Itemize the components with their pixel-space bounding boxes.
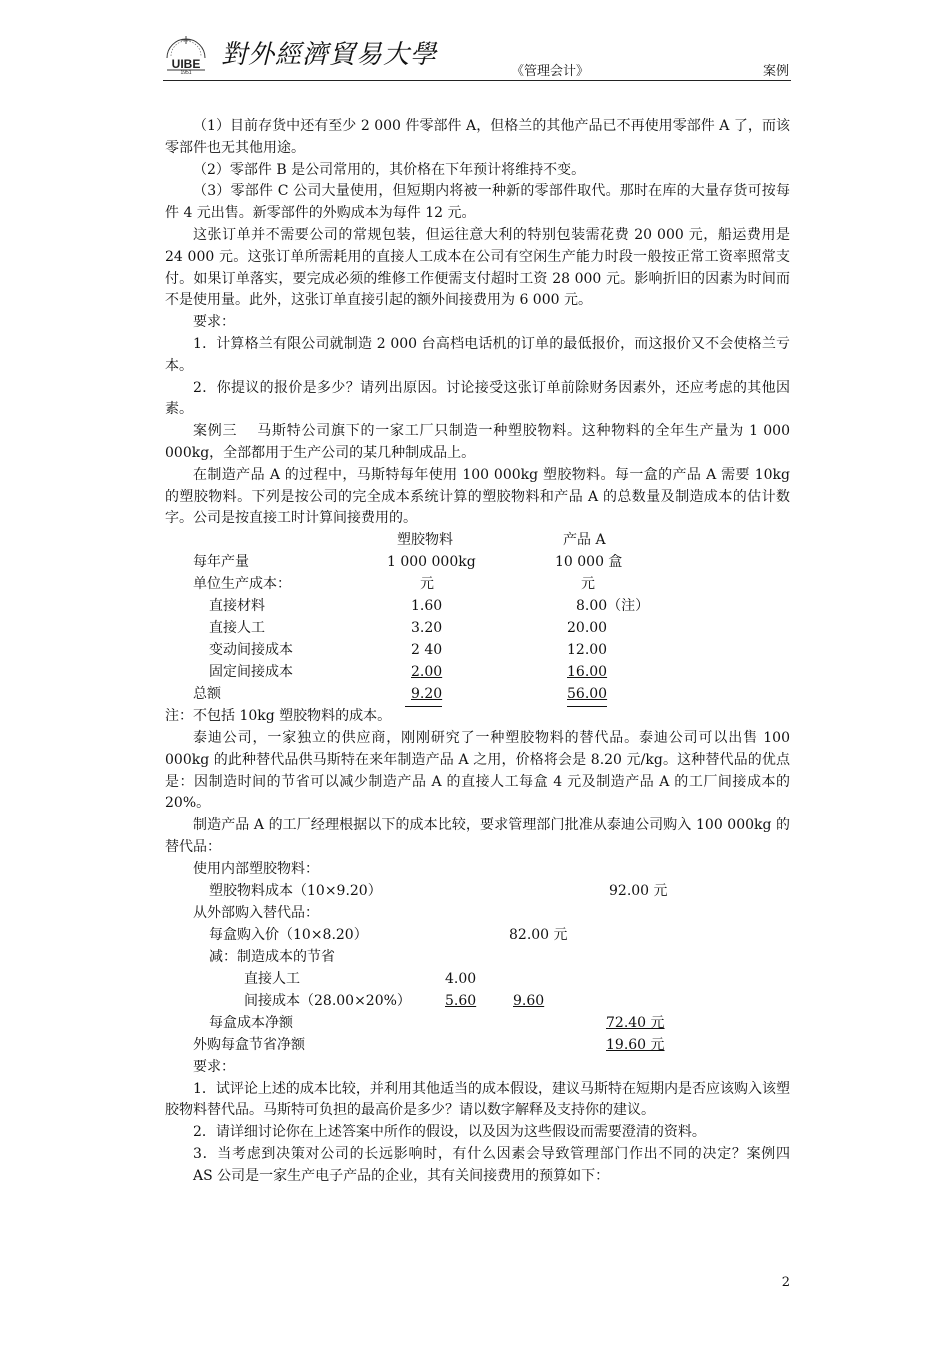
table-row: 每年产量 1 000 000kg 10 000 盒 [193, 554, 623, 571]
page-number: 2 [781, 1275, 790, 1290]
paragraph: 3．当考虑到决策对公司的长远影响时，有什么因素会导致管理部门作出不同的决定？案例四 AS 公司是一家生产电子产品的企业，其有关间接费用的预算如下： [193, 1145, 809, 1184]
table-row: 变动间接成本 2 40 12.00 [209, 642, 608, 659]
table-row: 单位生产成本： 元 元 [193, 576, 595, 593]
document-body [165, 116, 809, 1188]
table-col-header: 产品 A [563, 532, 606, 549]
table-row: 直接人工 3.20 20.00 [209, 620, 608, 637]
table-row: 固定间接成本 2.00 16.00 [209, 664, 608, 681]
table-col-header: 塑胶物料 [397, 532, 453, 549]
table-row: 总额 9.20 56.00 [165, 684, 790, 706]
paragraph: 制造产品 A 的工厂经理根据以下的成本比较，要求管理部门批准从泰迪公司购入 100 000kg 的替代品： [165, 817, 790, 855]
university-name: 對外經濟貿易大學 [221, 40, 438, 70]
page-header [163, 28, 791, 81]
paragraph: （3）零部件 C 公司大量使用，但短期内将被一种新的零部件取代。那时在库的大量存货可按每件 4 元出售。新零部件的外购成本为每件 12 元。 [165, 183, 790, 222]
paragraph: 1．计算格兰有限公司就制造 2 000 台高档电话机的订单的最低报价，而这报价又不会使格兰亏本。 [165, 335, 790, 374]
cost-table [165, 530, 790, 706]
table-row: 直接材料 1.60 8.00（注） [209, 598, 650, 615]
course-title: 《管理会计》 [511, 64, 590, 79]
university-logo-icon [163, 30, 209, 74]
paragraph: （2）零部件 B 是公司常用的，其价格在下年预计将维持不变。 [193, 161, 586, 178]
paragraph: 在制造产品 A 的过程中，马斯特每年使用 100 000kg 塑胶物料。每一盒的产品 A 需要 10kg 的塑胶物料。下列是按公司的完全成本系统计算的塑胶物料和产品 A 的总数量及制造成本的估计数字。公司是按直接工时计算间接费用的。 [165, 466, 790, 527]
table-note: 注：不包括 10kg 塑胶物料的成本。 [165, 708, 392, 725]
paragraph: 1．试评论上述的成本比较，并利用其他适当的成本假设，建议马斯特在短期内是否应该购入该塑胶物料替代品。马斯特可负担的最高价是多少？请以数字解释及支持你的建议。 [165, 1080, 790, 1119]
paragraph: 2．请详细讨论你在上述答案中所作的假设，以及因为这些假设而需要澄清的资料。 [193, 1124, 706, 1141]
svg-text:UIBE: UIBE [171, 57, 201, 71]
paragraph: 要求： [193, 1058, 235, 1075]
paragraph: 要求： [193, 314, 235, 331]
paragraph: 案例三 马斯特公司旗下的一家工厂只制造一种塑胶物料。这种物料的全年生产量为 1 000 000kg，全部都用于生产公司的某几种制成品上。 [165, 423, 790, 461]
paragraph: 泰迪公司，一家独立的供应商，刚刚研究了一种塑胶物料的替代品。泰迪公司可以出售 100 000kg 的此种替代品供马斯特在来年制造产品 A 之用，价格将会是 8.20 元/kg。这种替代品的优点是：因制造时间的节省可以减少制造产品 A 的直接人工每盒 4 元及制造产品 A 的工厂间接成本的 20%。 [165, 729, 790, 812]
paragraph: 这张订单并不需要公司的常规包装，但运往意大利的特别包装需花费 20 000 元，船运费用是 24 000 元。这张订单所需耗用的直接人工成本在公司有空闲生产能力时段一般按正常工资率照常支付。如果订单落实，要完成必须的维修工作便需支付超时工资 28 000 元。影响折旧的因素为时间而不是使用量。此外，这张订单直接引起的额外间接费用为 6 000 元。 [165, 226, 790, 309]
paragraph: （1）目前存货中还有至少 2 000 件零部件 A，但格兰的其他产品已不再使用零部件 A 了，而该零部件也无其他用途。 [165, 118, 790, 156]
cost-comparison: 使用内部塑胶物料： 塑胶物料成本（10×9.20） 92.00 元 从外部购入替代品： 每盒购入价（10×8.20） 82.00 元 减：制造成本的节省 直接人工 4.00 间接成本（28.00×20%） 5.60 9.60 每盒成本净额 72.40 元 外购每盒节省净额 19.60 元 [193, 860, 668, 1053]
svg-text:1951: 1951 [180, 70, 192, 74]
paragraph: 2．你提议的报价是多少？请列出原因。讨论接受这张订单前除财务因素外，还应考虑的其他因素。 [165, 379, 790, 418]
section-label: 案例 [762, 64, 789, 79]
